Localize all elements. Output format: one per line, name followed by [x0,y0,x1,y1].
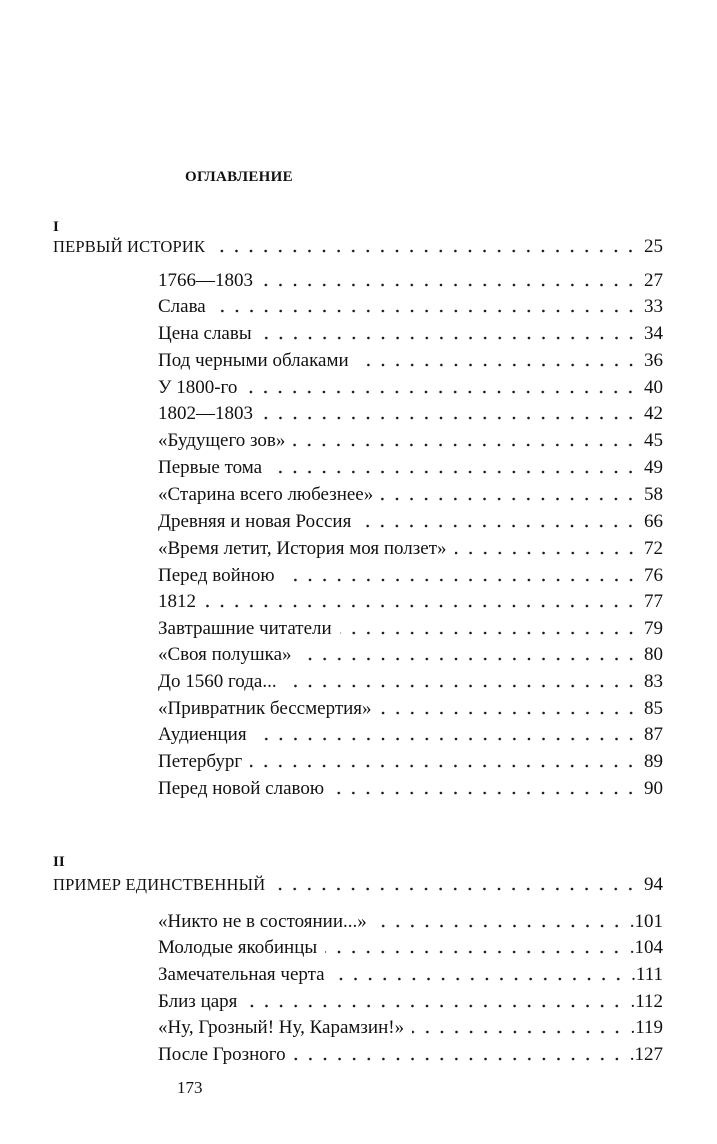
page-number: .112 [630,991,663,1012]
entry-title: 1812 [158,591,196,612]
toc-entry [158,587,663,613]
toc-entry [158,933,663,959]
toc-entry [158,399,663,425]
entry-title: Перед войною [158,565,275,586]
toc-entry [158,292,663,318]
dot-leader [412,1019,624,1035]
entry-title: Слава [158,296,206,317]
toc-entry [158,747,663,773]
toc-entry [158,266,663,292]
dot-leader [325,939,624,955]
entry-title: Близ царя [158,991,238,1012]
page-number: .127 [629,1044,663,1065]
dot-leader [261,405,638,421]
entry-title: У 1800-го [158,377,238,398]
page-number: 89 [644,751,663,772]
toc-entry [158,507,663,533]
page-number: 76 [644,565,663,586]
page-number: 90 [644,778,663,799]
toc-entry [158,346,663,372]
toc-entry [158,960,663,986]
entry-title: 1802—1803 [158,403,253,424]
toc-entry [158,426,663,452]
entry-title: После Грозного [158,1044,286,1065]
toc-entry [158,1040,663,1066]
page-number: 72 [644,538,663,559]
toc-entry [158,667,663,693]
toc-entry [158,453,663,479]
dot-leader [245,993,624,1009]
dot-leader [359,513,638,529]
dot-leader [293,432,638,448]
dot-leader [245,379,638,395]
entry-title: «Привратник бессмертия» [158,698,372,719]
entry-title: Первые тома [158,457,263,478]
dot-leader [214,298,638,314]
entry-title: «Никто не в состоянии...» [158,911,367,932]
part-numeral: II [53,854,65,870]
dot-leader [294,1046,624,1062]
page-number: 34 [644,323,663,344]
page-number: 77 [644,591,663,612]
page-number: 79 [644,618,663,639]
toc-title: ОГЛАВЛЕНИЕ [185,169,293,185]
toc-entry [158,987,663,1013]
dot-leader [285,673,638,689]
entry-title: Под черными облаками [158,350,349,371]
dot-leader [255,726,638,742]
toc-entry [158,373,663,399]
part-heading-row [53,232,663,258]
dot-leader [283,567,638,583]
page-folio: 173 [177,1078,203,1097]
page-number: 33 [644,296,663,317]
page-number: 66 [644,511,663,532]
entry-title: «Будущего зов» [158,430,286,451]
page-number: .119 [630,1017,663,1038]
toc-entry [158,534,663,560]
dot-leader [340,620,638,636]
page-number: .101 [629,911,663,932]
dot-leader [204,593,638,609]
entry-title: «Старина всего любезнее» [158,484,374,505]
entry-title: «Ну, Грозный! Ну, Карамзин!» [158,1017,405,1038]
dot-leader [213,238,638,254]
entry-title: «Своя полушка» [158,644,292,665]
page-number: 45 [644,430,663,451]
page-number: 83 [644,671,663,692]
entry-title: Молодые якобинцы [158,937,318,958]
dot-leader [300,646,638,662]
entry-title: Перед новой славою [158,778,325,799]
dot-leader [357,352,638,368]
dot-leader [273,876,638,892]
dot-leader [261,272,638,288]
toc-entry [158,1013,663,1039]
toc-entry [158,694,663,720]
entry-title: Древняя и новая Россия [158,511,352,532]
entry-title: Замечательная черта [158,964,325,985]
page-number: 49 [644,457,663,478]
toc-entry [158,480,663,506]
page-number: 94 [644,874,663,895]
page-number: 58 [644,484,663,505]
dot-leader [375,913,624,929]
entry-title: Цена славы [158,323,252,344]
dot-leader [250,753,638,769]
dot-leader [455,540,638,556]
page-number: .111 [631,964,663,985]
toc-entry [158,907,663,933]
page-number: 36 [644,350,663,371]
dot-leader [332,780,638,796]
entry-title: 1766—1803 [158,270,253,291]
toc-entry [158,640,663,666]
page-number: 80 [644,644,663,665]
toc-entry [158,774,663,800]
entry-title: Аудиенция [158,724,247,745]
toc-entry [158,720,663,746]
dot-leader [380,700,638,716]
page-number: 85 [644,698,663,719]
part-numeral: I [53,219,59,235]
entry-title: До 1560 года... [158,671,277,692]
page-number: 87 [644,724,663,745]
entry-title: Завтрашние читатели [158,618,332,639]
entry-title: Петербург [158,751,243,772]
dot-leader [270,459,638,475]
toc-entry [158,319,663,345]
page-number: 42 [644,403,663,424]
part-heading-row [53,870,663,896]
dot-leader [381,486,638,502]
toc-entry [158,561,663,587]
page-number: 27 [644,270,663,291]
page-number: 40 [644,377,663,398]
entry-title: «Время летит, История моя ползет» [158,538,447,559]
part-heading: ПРИМЕР ЕДИНСТВЕННЫЙ [53,875,266,894]
toc-entry [158,614,663,640]
part-heading: ПЕРВЫЙ ИСТОРИК [53,237,206,256]
dot-leader [333,966,626,982]
dot-leader [260,325,638,341]
page-number: .104 [629,937,663,958]
page-number: 25 [644,236,663,257]
